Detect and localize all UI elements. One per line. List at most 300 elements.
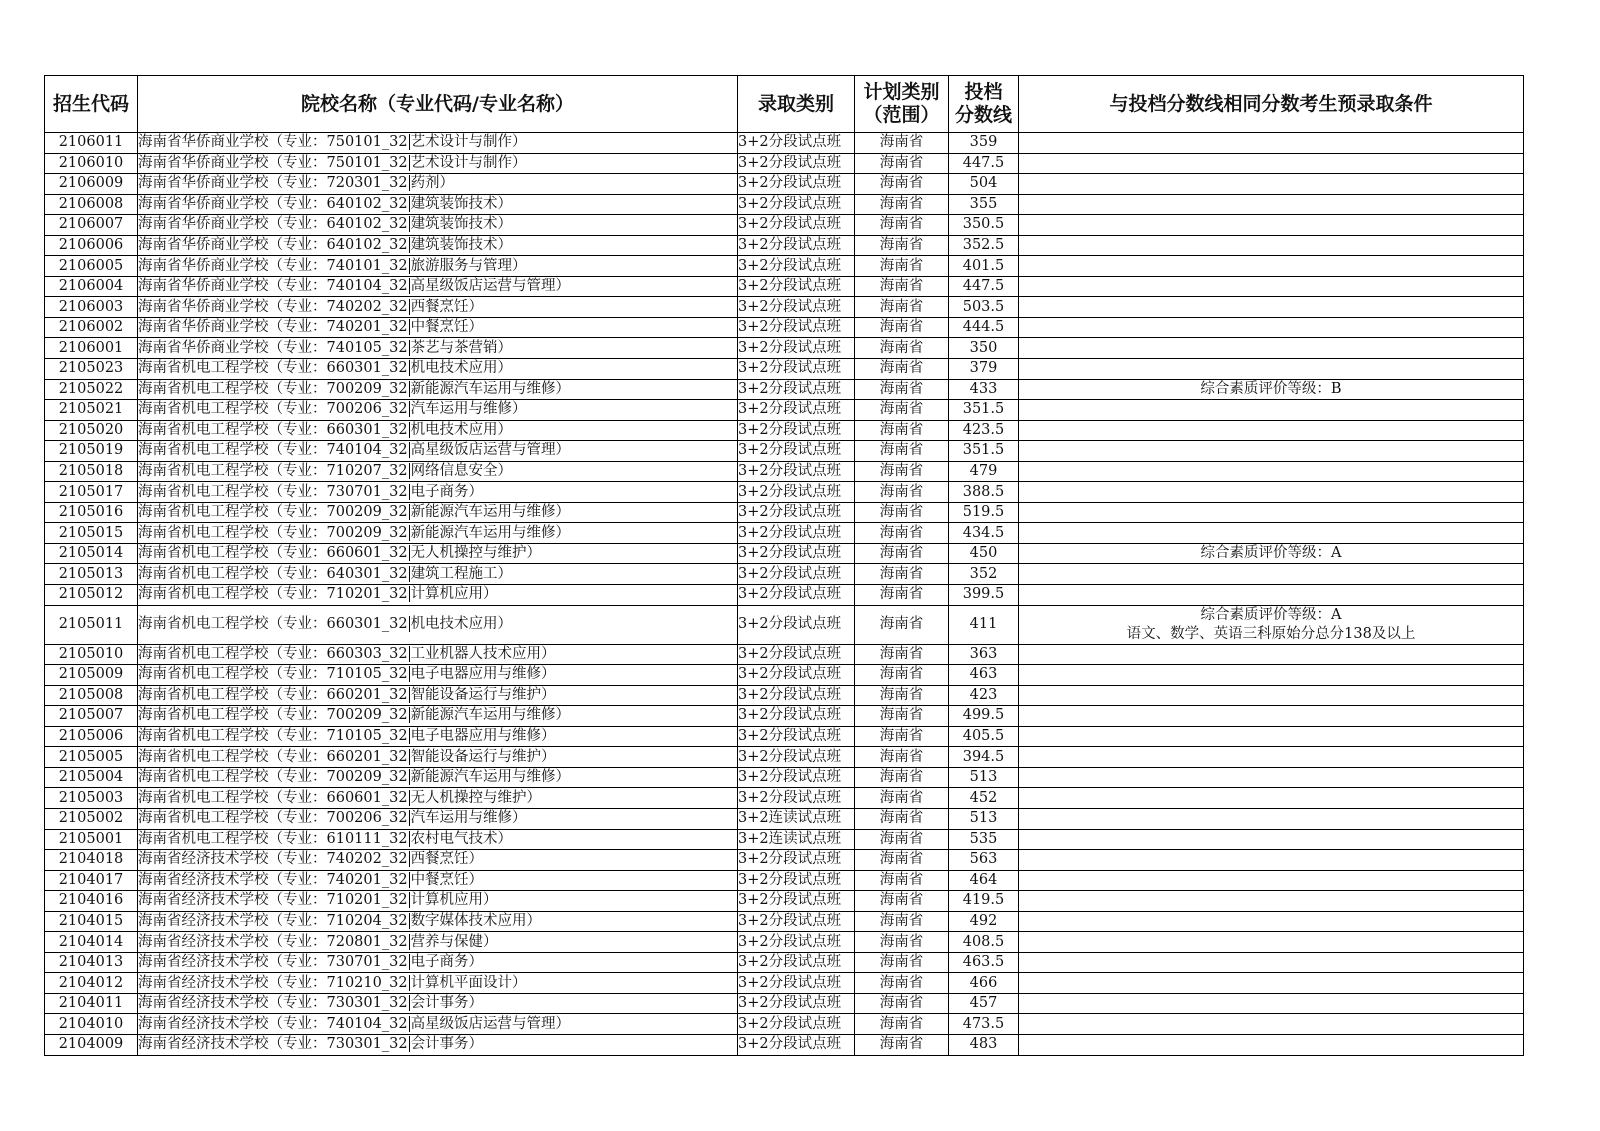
major-separator [409,646,410,662]
major-separator [409,155,410,171]
cutoff-score-cell: 359 [949,133,1019,154]
table-row [45,1034,1524,1055]
admission-type-cell: 3+2分段试点班 [738,706,855,727]
cutoff-score-cell: 444.5 [949,317,1019,338]
enrollment-code-cell: 2105005 [45,747,138,768]
tie-condition-cell [1019,215,1524,236]
school-major-prefix: 海南省经济技术学校（专业：710204_32 [138,912,408,929]
table-row [45,502,1524,523]
school-major-prefix: 海南省华侨商业学校（专业：740202_32 [138,298,408,315]
school-major-cell [138,1034,738,1055]
plan-category-cell: 海南省 [855,665,949,686]
table-row [45,256,1524,277]
admission-type-cell: 3+2分段试点班 [738,932,855,953]
plan-category-cell: 海南省 [855,1034,949,1055]
school-major-cell [138,482,738,503]
school-major-prefix: 海南省机电工程学校（专业：640301_32 [138,565,408,582]
header-plan-line2: （范围） [863,104,940,126]
admission-type-cell: 3+2分段试点班 [738,564,855,585]
school-major-prefix: 海南省机电工程学校（专业：610111_32 [138,830,408,847]
table-row [45,276,1524,297]
major-separator [409,954,410,970]
header-school-name: 院校名称（专业代码/专业名称） [138,76,738,133]
school-major-cell [138,993,738,1014]
major-separator [409,340,410,356]
major-name: 机电技术应用） [410,421,513,438]
school-major-prefix: 海南省机电工程学校（专业：700209_32 [138,524,408,541]
school-major-cell [138,726,738,747]
plan-category-cell: 海南省 [855,400,949,421]
major-separator [409,728,410,744]
plan-category-cell: 海南省 [855,911,949,932]
major-separator [409,319,410,335]
school-major-cell [138,379,738,400]
cutoff-score-cell: 483 [949,1034,1019,1055]
major-name: 计算机应用） [410,586,498,603]
cutoff-score-cell: 466 [949,973,1019,994]
table-row [45,441,1524,462]
cutoff-score-cell: 563 [949,850,1019,871]
admission-type-cell: 3+2分段试点班 [738,726,855,747]
plan-category-cell: 海南省 [855,420,949,441]
school-major-cell [138,706,738,727]
enrollment-code-cell: 2105016 [45,502,138,523]
school-major-cell [138,420,738,441]
table-row [45,317,1524,338]
school-major-cell [138,973,738,994]
condition-line-1: 综合素质评价等级：A [1200,545,1342,562]
plan-category-cell: 海南省 [855,276,949,297]
tie-condition-cell [1019,379,1524,400]
tie-condition-cell [1019,685,1524,706]
plan-category-cell: 海南省 [855,932,949,953]
major-separator [409,707,410,723]
admission-score-table [44,75,1524,1056]
enrollment-code-cell: 2104016 [45,891,138,912]
enrollment-code-cell: 2106006 [45,235,138,256]
major-name: 无人机操控与维护） [410,545,542,562]
plan-category-cell: 海南省 [855,502,949,523]
major-separator [409,237,410,253]
table-row [45,564,1524,585]
table-row [45,420,1524,441]
admission-type-cell: 3+2分段试点班 [738,441,855,462]
cutoff-score-cell: 399.5 [949,585,1019,606]
table-row [45,194,1524,215]
admission-type-cell: 3+2连读试点班 [738,829,855,850]
school-major-prefix: 海南省华侨商业学校（专业：740105_32 [138,339,408,356]
admission-type-cell: 3+2分段试点班 [738,952,855,973]
tie-condition-cell [1019,891,1524,912]
table-row [45,359,1524,380]
school-major-cell [138,338,738,359]
school-major-prefix: 海南省华侨商业学校（专业：750101_32 [138,134,408,151]
header-plan-line1: 计划类别 [863,81,940,103]
tie-condition-cell [1019,194,1524,215]
cutoff-score-cell: 394.5 [949,747,1019,768]
cutoff-score-cell: 411 [949,605,1019,644]
cutoff-score-cell: 351.5 [949,441,1019,462]
tie-condition-cell [1019,174,1524,195]
table-row [45,153,1524,174]
enrollment-code-cell: 2105013 [45,564,138,585]
school-major-cell [138,502,738,523]
enrollment-code-cell: 2105010 [45,644,138,665]
enrollment-code-cell: 2105018 [45,461,138,482]
plan-category-cell: 海南省 [855,706,949,727]
enrollment-code-cell: 2105012 [45,585,138,606]
school-major-cell [138,564,738,585]
major-name: 新能源汽车运用与维修） [410,380,571,397]
enrollment-code-cell: 2104011 [45,993,138,1014]
cutoff-score-cell: 463 [949,665,1019,686]
enrollment-code-cell: 2106002 [45,317,138,338]
admission-type-cell: 3+2分段试点班 [738,543,855,564]
major-name: 药剂） [410,175,455,192]
major-name: 高星级饭店运营与管理） [410,278,571,295]
school-major-prefix: 海南省经济技术学校（专业：730301_32 [138,995,408,1012]
plan-category-cell: 海南省 [855,726,949,747]
enrollment-code-cell: 2106007 [45,215,138,236]
enrollment-code-cell: 2104010 [45,1014,138,1035]
cutoff-score-cell: 457 [949,993,1019,1014]
major-name: 中餐烹饪） [410,319,484,336]
tie-condition-cell [1019,338,1524,359]
admission-type-cell: 3+2分段试点班 [738,870,855,891]
admission-type-cell: 3+2分段试点班 [738,256,855,277]
major-name: 建筑工程施工） [410,565,513,582]
table-row [45,338,1524,359]
major-separator [409,175,410,191]
school-major-prefix: 海南省机电工程学校（专业：740104_32 [138,442,408,459]
enrollment-code-cell: 2105008 [45,685,138,706]
tie-condition-cell [1019,317,1524,338]
school-major-prefix: 海南省华侨商业学校（专业：720301_32 [138,175,408,192]
cutoff-score-cell: 513 [949,808,1019,829]
tie-condition-cell [1019,706,1524,727]
major-separator [409,913,410,929]
tie-condition-cell [1019,482,1524,503]
major-separator [409,134,410,150]
tie-condition-cell [1019,502,1524,523]
enrollment-code-cell: 2104012 [45,973,138,994]
cutoff-score-cell: 379 [949,359,1019,380]
school-major-cell [138,665,738,686]
school-major-prefix: 海南省机电工程学校（专业：700206_32 [138,401,408,418]
plan-category-cell: 海南省 [855,317,949,338]
tie-condition-cell [1019,973,1524,994]
cutoff-score-cell: 463.5 [949,952,1019,973]
major-name: 建筑装饰技术） [410,195,513,212]
table-row [45,523,1524,544]
major-name: 建筑装饰技术） [410,237,513,253]
school-major-cell [138,1014,738,1035]
school-major-prefix: 海南省经济技术学校（专业：740202_32 [138,851,408,868]
major-name: 建筑装饰技术） [410,216,513,233]
plan-category-cell: 海南省 [855,993,949,1014]
major-separator [409,299,410,315]
enrollment-code-cell: 2105020 [45,420,138,441]
school-major-cell [138,174,738,195]
header-admission-type: 录取类别 [738,76,855,133]
condition-line-1: 综合素质评价等级：B [1200,380,1342,397]
admission-type-cell: 3+2分段试点班 [738,461,855,482]
enrollment-code-cell: 2105003 [45,788,138,809]
tie-condition-cell [1019,788,1524,809]
major-separator [409,666,410,682]
tie-condition-cell [1019,543,1524,564]
tie-condition-cell [1019,441,1524,462]
school-major-prefix: 海南省机电工程学校（专业：660201_32 [138,748,408,765]
table-row [45,891,1524,912]
plan-category-cell: 海南省 [855,605,949,644]
school-major-cell [138,644,738,665]
cutoff-score-cell: 504 [949,174,1019,195]
admission-type-cell: 3+2分段试点班 [738,482,855,503]
school-major-cell [138,317,738,338]
major-separator [409,749,410,765]
school-major-prefix: 海南省华侨商业学校（专业：640102_32 [138,195,408,212]
major-name: 茶艺与茶营销） [410,339,513,356]
major-name: 汽车运用与维修） [410,401,527,418]
major-name: 汽车运用与维修） [410,810,527,827]
tie-condition-cell [1019,153,1524,174]
major-name: 智能设备运行与维护） [410,686,556,703]
table-row [45,726,1524,747]
enrollment-code-cell: 2105015 [45,523,138,544]
school-major-cell [138,911,738,932]
table-row [45,461,1524,482]
cutoff-score-cell: 492 [949,911,1019,932]
tie-condition-cell [1019,297,1524,318]
school-major-cell [138,153,738,174]
header-score-line2: 分数线 [954,104,1012,126]
cutoff-score-cell: 401.5 [949,256,1019,277]
enrollment-code-cell: 2104014 [45,932,138,953]
school-major-prefix: 海南省经济技术学校（专业：740104_32 [138,1015,408,1032]
plan-category-cell: 海南省 [855,870,949,891]
major-separator [409,442,410,458]
table-row [45,400,1524,421]
major-separator [409,381,410,397]
major-name: 工业机器人技术应用） [410,645,556,662]
major-name: 无人机操控与维护） [410,789,542,806]
school-major-prefix: 海南省经济技术学校（专业：730701_32 [138,954,408,971]
school-major-cell [138,952,738,973]
cutoff-score-cell: 473.5 [949,1014,1019,1035]
tie-condition-cell [1019,952,1524,973]
enrollment-code-cell: 2106011 [45,133,138,154]
enrollment-code-cell: 2106001 [45,338,138,359]
school-major-prefix: 海南省机电工程学校（专业：710201_32 [138,586,408,603]
school-major-prefix: 海南省华侨商业学校（专业：740104_32 [138,278,408,295]
plan-category-cell: 海南省 [855,829,949,850]
major-separator [409,1036,410,1052]
table-row [45,952,1524,973]
major-name: 艺术设计与制作） [410,134,527,151]
admission-type-cell: 3+2分段试点班 [738,338,855,359]
plan-category-cell: 海南省 [855,585,949,606]
cutoff-score-cell: 423 [949,685,1019,706]
school-major-cell [138,605,738,644]
major-name: 新能源汽车运用与维修） [410,504,571,521]
school-major-prefix: 海南省经济技术学校（专业：710201_32 [138,892,408,909]
school-major-prefix: 海南省经济技术学校（专业：720801_32 [138,933,408,950]
plan-category-cell: 海南省 [855,850,949,871]
major-separator [409,216,410,232]
tie-condition-cell [1019,808,1524,829]
admission-type-cell: 3+2分段试点班 [738,194,855,215]
admission-type-cell: 3+2分段试点班 [738,605,855,644]
major-separator [409,769,410,785]
major-name: 智能设备运行与维护） [410,748,556,765]
table-row [45,767,1524,788]
school-major-prefix: 海南省经济技术学校（专业：710210_32 [138,974,408,991]
tie-condition-cell [1019,256,1524,277]
enrollment-code-cell: 2104013 [45,952,138,973]
enrollment-code-cell: 2105017 [45,482,138,503]
major-name: 计算机应用） [410,892,498,909]
major-name: 计算机平面设计） [410,974,527,991]
school-major-cell [138,767,738,788]
school-major-cell [138,891,738,912]
enrollment-code-cell: 2105001 [45,829,138,850]
plan-category-cell: 海南省 [855,788,949,809]
school-major-cell [138,256,738,277]
major-separator [409,422,410,438]
tie-condition-cell [1019,461,1524,482]
admission-type-cell: 3+2连读试点班 [738,808,855,829]
plan-category-cell: 海南省 [855,133,949,154]
major-name: 艺术设计与制作） [410,154,527,171]
major-separator [409,872,410,888]
admission-type-cell: 3+2分段试点班 [738,644,855,665]
table-row [45,706,1524,727]
admission-type-cell: 3+2分段试点班 [738,1014,855,1035]
major-separator [409,463,410,479]
enrollment-code-cell: 2106008 [45,194,138,215]
major-separator [409,566,410,582]
major-separator [409,851,410,867]
header-enrollment-code: 招生代码 [45,76,138,133]
plan-category-cell: 海南省 [855,174,949,195]
school-major-cell [138,276,738,297]
school-major-prefix: 海南省机电工程学校（专业：660601_32 [138,545,408,562]
school-major-prefix: 海南省机电工程学校（专业：730701_32 [138,483,408,500]
major-separator [409,975,410,991]
table-row [45,747,1524,768]
admission-type-cell: 3+2分段试点班 [738,585,855,606]
plan-category-cell: 海南省 [855,543,949,564]
cutoff-score-cell: 405.5 [949,726,1019,747]
major-separator [409,831,410,847]
enrollment-code-cell: 2105002 [45,808,138,829]
plan-category-cell: 海南省 [855,747,949,768]
school-major-cell [138,829,738,850]
table-row [45,605,1524,644]
school-major-prefix: 海南省机电工程学校（专业：700209_32 [138,707,408,724]
school-major-cell [138,932,738,953]
major-name: 西餐烹饪） [410,851,484,868]
major-separator [409,525,410,541]
tie-condition-cell [1019,932,1524,953]
school-major-prefix: 海南省机电工程学校（专业：660201_32 [138,686,408,703]
table-row [45,543,1524,564]
school-major-prefix: 海南省华侨商业学校（专业：750101_32 [138,154,408,171]
major-name: 机电技术应用） [410,360,513,377]
cutoff-score-cell: 513 [949,767,1019,788]
enrollment-code-cell: 2105022 [45,379,138,400]
major-name: 电子商务） [410,483,484,500]
plan-category-cell: 海南省 [855,153,949,174]
admission-type-cell: 3+2分段试点班 [738,359,855,380]
admission-type-cell: 3+2分段试点班 [738,911,855,932]
major-separator [409,892,410,908]
major-separator [409,278,410,294]
enrollment-code-cell: 2104017 [45,870,138,891]
major-name: 高星级饭店运营与管理） [410,1015,571,1032]
tie-condition-cell [1019,829,1524,850]
enrollment-code-cell: 2106004 [45,276,138,297]
school-major-prefix: 海南省经济技术学校（专业：740201_32 [138,871,408,888]
enrollment-code-cell: 2105014 [45,543,138,564]
major-name: 新能源汽车运用与维修） [410,524,571,541]
major-separator [409,790,410,806]
school-major-cell [138,194,738,215]
admission-type-cell: 3+2分段试点班 [738,973,855,994]
enrollment-code-cell: 2106010 [45,153,138,174]
admission-type-cell: 3+2分段试点班 [738,297,855,318]
enrollment-code-cell: 2106009 [45,174,138,195]
tie-condition-cell [1019,133,1524,154]
enrollment-code-cell: 2105006 [45,726,138,747]
school-major-cell [138,870,738,891]
cutoff-score-cell: 499.5 [949,706,1019,727]
header-tie-condition: 与投档分数线相同分数考生预录取条件 [1019,76,1524,133]
school-major-cell [138,133,738,154]
plan-category-cell: 海南省 [855,379,949,400]
cutoff-score-cell: 363 [949,644,1019,665]
tie-condition-cell [1019,564,1524,585]
enrollment-code-cell: 2106005 [45,256,138,277]
major-name: 营养与保健） [410,933,498,950]
cutoff-score-cell: 355 [949,194,1019,215]
table-row [45,297,1524,318]
plan-category-cell: 海南省 [855,359,949,380]
admission-type-cell: 3+2分段试点班 [738,523,855,544]
table-row [45,215,1524,236]
school-major-cell [138,543,738,564]
school-major-prefix: 海南省机电工程学校（专业：660301_32 [138,360,408,377]
major-name: 农村电气技术） [410,830,513,847]
cutoff-score-cell: 434.5 [949,523,1019,544]
major-name: 电子商务） [410,954,484,971]
tie-condition-cell [1019,665,1524,686]
table-row [45,973,1524,994]
major-name: 电子电器应用与维修） [410,728,556,745]
major-separator [409,995,410,1011]
major-separator [409,360,410,376]
table-row [45,133,1524,154]
admission-type-cell: 3+2分段试点班 [738,993,855,1014]
major-separator [409,484,410,500]
major-name: 旅游服务与管理） [410,257,527,274]
enrollment-code-cell: 2104009 [45,1034,138,1055]
school-major-cell [138,461,738,482]
major-name: 西餐烹饪） [410,298,484,315]
major-name: 电子电器应用与维修） [410,666,556,683]
plan-category-cell: 海南省 [855,194,949,215]
